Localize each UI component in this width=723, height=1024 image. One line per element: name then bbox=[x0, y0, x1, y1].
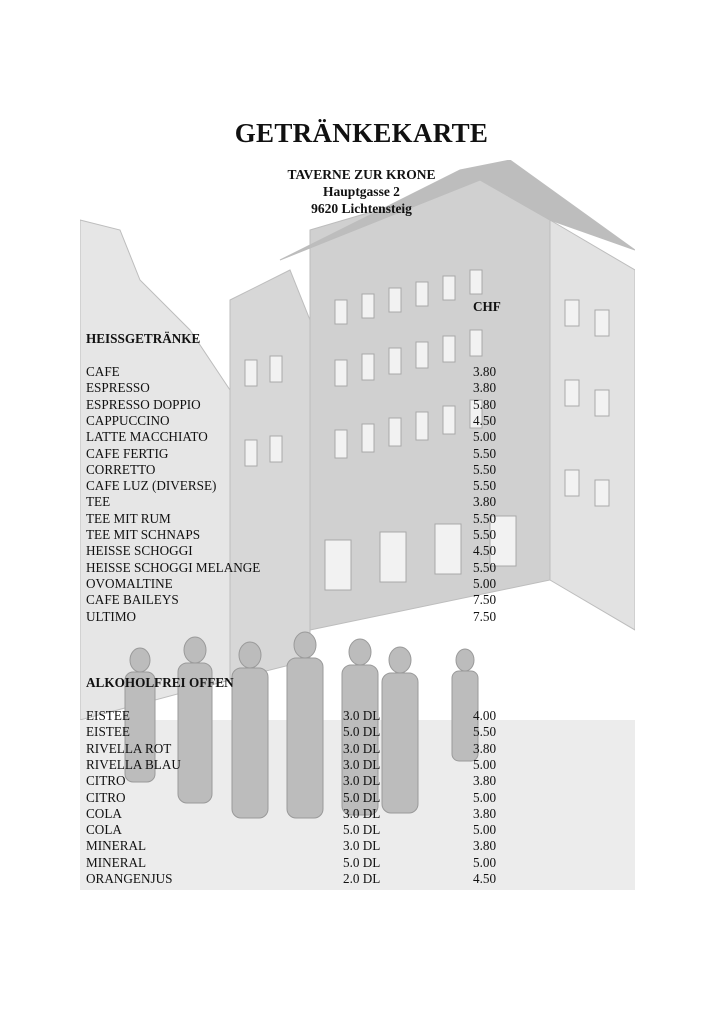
item-price: 5.00 bbox=[473, 575, 497, 591]
menu-item-row bbox=[0, 478, 723, 494]
item-price: 3.80 bbox=[473, 494, 497, 510]
currency-header: CHF bbox=[473, 299, 501, 314]
city-address: 9620 Lichtensteig bbox=[311, 201, 412, 216]
item-price: 3.80 bbox=[473, 364, 497, 379]
item-price: 4.50 bbox=[473, 871, 497, 886]
item-price: 3.80 bbox=[473, 740, 497, 756]
item-name: COLA bbox=[86, 805, 122, 821]
menu-item-row bbox=[0, 462, 723, 478]
item-price: 3.80 bbox=[473, 838, 497, 854]
item-price: 5.50 bbox=[473, 445, 497, 461]
menu-item-row bbox=[0, 543, 723, 559]
section-heading-hot: HEISSGETRÄNKE bbox=[86, 331, 201, 346]
menu-item-row bbox=[0, 560, 723, 576]
item-name: OVOMALTINE bbox=[86, 575, 173, 591]
menu-item-row bbox=[0, 413, 723, 429]
item-name: CAPPUCCINO bbox=[86, 412, 170, 428]
menu-item-row bbox=[0, 806, 723, 822]
item-name: ULTIMO bbox=[86, 608, 137, 624]
menu-item-row bbox=[0, 576, 723, 592]
item-quantity: 2.0 DL bbox=[343, 871, 381, 886]
item-name: TEE bbox=[86, 494, 111, 510]
menu-item-row bbox=[0, 429, 723, 445]
menu-item-row bbox=[0, 855, 723, 871]
menu-item-row bbox=[0, 724, 723, 740]
item-name: HEISSE SCHOGGI MELANGE bbox=[86, 559, 261, 575]
menu-title: GETRÄNKEKARTE bbox=[234, 118, 489, 148]
item-quantity: 5.0 DL bbox=[343, 854, 381, 870]
item-price: 3.80 bbox=[473, 380, 497, 396]
item-name: RIVELLA BLAU bbox=[86, 756, 181, 772]
item-price: 5.00 bbox=[473, 854, 497, 870]
item-name: ORANGENJUS bbox=[86, 871, 173, 886]
item-price: 4.00 bbox=[473, 708, 497, 723]
item-name: CITRO bbox=[86, 773, 126, 789]
item-name: ESPRESSO DOPPIO bbox=[86, 396, 201, 412]
item-name: TEE MIT RUM bbox=[86, 510, 171, 526]
item-quantity: 3.0 DL bbox=[343, 838, 381, 854]
item-price: 5.50 bbox=[473, 527, 497, 542]
item-price: 5.50 bbox=[473, 724, 497, 740]
menu-item-row bbox=[0, 773, 723, 789]
item-price: 4.50 bbox=[473, 412, 497, 428]
menu-item-row bbox=[0, 790, 723, 806]
street-address: Hauptgasse 2 bbox=[323, 184, 400, 199]
item-quantity: 5.0 DL bbox=[343, 822, 381, 838]
menu-item-row bbox=[0, 527, 723, 543]
menu-item-row bbox=[0, 708, 723, 724]
item-name: CAFE LUZ (DIVERSE) bbox=[86, 478, 217, 494]
item-quantity: 3.0 DL bbox=[343, 756, 381, 772]
item-name: TEE MIT SCHNAPS bbox=[86, 527, 201, 542]
item-name: EISTEE bbox=[86, 708, 130, 723]
item-quantity: 3.0 DL bbox=[343, 773, 381, 789]
menu-item-row bbox=[0, 871, 723, 887]
item-name: CAFE FERTIG bbox=[86, 445, 169, 461]
item-price: 5.00 bbox=[473, 789, 497, 805]
item-name: EISTEE bbox=[86, 724, 130, 740]
menu-item-row bbox=[0, 364, 723, 380]
item-price: 3.80 bbox=[473, 773, 497, 789]
item-quantity: 3.0 DL bbox=[343, 805, 381, 821]
menu-item-row bbox=[0, 741, 723, 757]
item-price: 4.50 bbox=[473, 543, 497, 559]
item-quantity: 3.0 DL bbox=[343, 708, 381, 723]
item-price: 7.50 bbox=[473, 592, 497, 608]
menu-item-row bbox=[0, 838, 723, 854]
item-name: COLA bbox=[86, 822, 122, 838]
item-name: RIVELLA ROT bbox=[86, 740, 172, 756]
item-name: CORRETTO bbox=[86, 461, 156, 477]
menu-item-row bbox=[0, 494, 723, 510]
item-price: 5.00 bbox=[473, 429, 497, 445]
item-quantity: 5.0 DL bbox=[343, 789, 381, 805]
item-quantity: 3.0 DL bbox=[343, 740, 381, 756]
item-name: HEISSE SCHOGGI bbox=[86, 543, 193, 559]
item-quantity: 5.0 DL bbox=[343, 724, 381, 740]
item-name: CITRO bbox=[86, 789, 126, 805]
item-name: ESPRESSO bbox=[86, 380, 150, 396]
item-price: 5.50 bbox=[473, 478, 497, 494]
item-price: 5.50 bbox=[473, 510, 497, 526]
item-name: LATTE MACCHIATO bbox=[86, 429, 208, 445]
item-name: MINERAL bbox=[86, 854, 147, 870]
item-price: 5.00 bbox=[473, 756, 497, 772]
menu-item-row bbox=[0, 511, 723, 527]
menu-item-row bbox=[0, 397, 723, 413]
item-name: CAFE BAILEYS bbox=[86, 592, 179, 608]
menu-item-row bbox=[0, 757, 723, 773]
item-price: 3.80 bbox=[473, 805, 497, 821]
item-price: 7.50 bbox=[473, 608, 497, 624]
item-name: CAFE bbox=[86, 364, 120, 379]
section-heading-softdrinks: ALKOHOLFREI OFFEN bbox=[86, 675, 234, 690]
item-name: MINERAL bbox=[86, 838, 147, 854]
menu-item-row bbox=[0, 822, 723, 838]
item-price: 5.80 bbox=[473, 396, 497, 412]
restaurant-name: TAVERNE ZUR KRONE bbox=[287, 167, 436, 182]
item-price: 5.50 bbox=[473, 559, 497, 575]
menu-item-row bbox=[0, 592, 723, 608]
item-price: 5.50 bbox=[473, 461, 497, 477]
menu-item-row bbox=[0, 380, 723, 396]
menu-item-row bbox=[0, 609, 723, 625]
item-price: 5.00 bbox=[473, 822, 497, 838]
menu-item-row bbox=[0, 446, 723, 462]
